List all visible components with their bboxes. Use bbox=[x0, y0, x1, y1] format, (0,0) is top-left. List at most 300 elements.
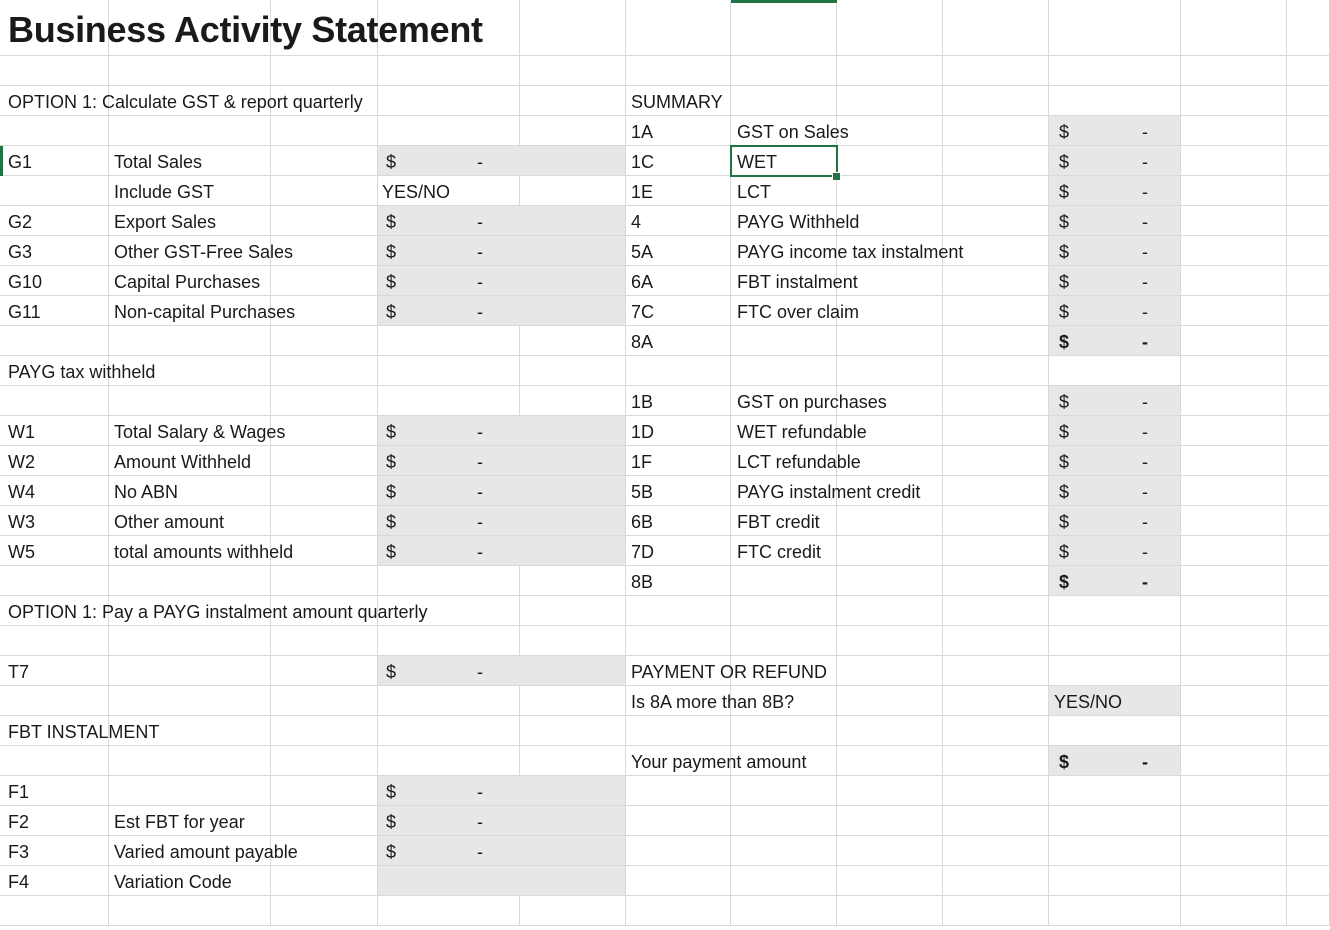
grid-cell[interactable] bbox=[109, 386, 271, 416]
value-cell[interactable] bbox=[378, 476, 626, 506]
grid-cell[interactable] bbox=[520, 566, 626, 596]
grid-cell[interactable] bbox=[378, 56, 520, 86]
grid-cell[interactable] bbox=[943, 416, 1049, 446]
grid-cell[interactable] bbox=[271, 896, 378, 926]
grid-cell[interactable] bbox=[378, 386, 520, 416]
value-cell[interactable] bbox=[378, 506, 626, 536]
grid-cell[interactable] bbox=[271, 566, 378, 596]
amount-value: - bbox=[477, 782, 483, 802]
grid-cell[interactable] bbox=[378, 716, 520, 746]
grid-cell[interactable] bbox=[837, 686, 943, 716]
grid-cell[interactable] bbox=[837, 596, 943, 626]
grid-cell[interactable] bbox=[1049, 86, 1181, 116]
section-header: FBT INSTALMENT bbox=[8, 722, 160, 742]
grid-cell[interactable] bbox=[943, 896, 1049, 926]
grid-cell[interactable] bbox=[271, 746, 378, 776]
grid-cell[interactable] bbox=[271, 326, 378, 356]
currency-symbol: $ bbox=[1059, 242, 1070, 262]
summary-code: 5A bbox=[631, 242, 654, 262]
grid-cell[interactable] bbox=[271, 866, 378, 896]
grid-cell[interactable] bbox=[1181, 476, 1287, 506]
amount-value: - bbox=[1142, 392, 1148, 412]
grid-cell[interactable] bbox=[520, 326, 626, 356]
grid-cell[interactable] bbox=[943, 566, 1049, 596]
grid-cell[interactable] bbox=[943, 86, 1049, 116]
grid-cell[interactable] bbox=[1181, 176, 1287, 206]
grid-cell[interactable] bbox=[837, 656, 943, 686]
grid-cell[interactable] bbox=[943, 506, 1049, 536]
grid-cell[interactable] bbox=[837, 626, 943, 656]
currency-symbol: $ bbox=[1059, 392, 1070, 412]
grid-cell[interactable] bbox=[837, 356, 943, 386]
grid-cell[interactable] bbox=[378, 86, 520, 116]
row-label: Total Sales bbox=[114, 152, 203, 172]
grid-cell[interactable] bbox=[731, 776, 837, 806]
grid-cell[interactable] bbox=[1287, 296, 1330, 326]
grid-cell[interactable] bbox=[1287, 566, 1330, 596]
grid-cell[interactable] bbox=[626, 866, 731, 896]
grid-cell[interactable] bbox=[1287, 626, 1330, 656]
grid-cell[interactable] bbox=[1181, 686, 1287, 716]
row-label: Total Salary & Wages bbox=[114, 422, 286, 442]
grid-cell[interactable] bbox=[1181, 776, 1287, 806]
grid-cell[interactable] bbox=[1181, 0, 1287, 56]
grid-cell[interactable] bbox=[943, 656, 1049, 686]
value-cell[interactable] bbox=[378, 416, 626, 446]
grid-cell[interactable] bbox=[943, 476, 1049, 506]
grid-cell[interactable] bbox=[378, 326, 520, 356]
amount-value: - bbox=[477, 842, 483, 862]
grid-cell[interactable] bbox=[109, 326, 271, 356]
grid-cell[interactable] bbox=[1181, 746, 1287, 776]
grid-cell[interactable] bbox=[0, 896, 109, 926]
summary-label: FBT credit bbox=[737, 512, 820, 532]
grid-cell[interactable] bbox=[271, 356, 378, 386]
grid-cell[interactable] bbox=[1049, 656, 1181, 686]
amount-value: - bbox=[1142, 242, 1148, 262]
value-cell[interactable] bbox=[378, 656, 626, 686]
grid-cell[interactable] bbox=[626, 596, 731, 626]
grid-cell[interactable] bbox=[837, 746, 943, 776]
grid-cell[interactable] bbox=[1287, 746, 1330, 776]
grid-cell[interactable] bbox=[109, 686, 271, 716]
currency-symbol: $ bbox=[386, 422, 397, 442]
value-cell[interactable] bbox=[378, 776, 626, 806]
grid-cell[interactable] bbox=[1287, 326, 1330, 356]
grid-cell[interactable] bbox=[271, 206, 378, 236]
grid-cell[interactable] bbox=[271, 716, 378, 746]
grid-cell[interactable] bbox=[943, 296, 1049, 326]
grid-cell[interactable] bbox=[1181, 86, 1287, 116]
grid-cell[interactable] bbox=[378, 116, 520, 146]
grid-cell[interactable] bbox=[731, 626, 837, 656]
grid-cell[interactable] bbox=[626, 356, 731, 386]
grid-cell[interactable] bbox=[1181, 806, 1287, 836]
grid-cell[interactable] bbox=[520, 626, 626, 656]
value-cell[interactable] bbox=[378, 236, 626, 266]
grid-cell[interactable] bbox=[1287, 536, 1330, 566]
value-cell[interactable] bbox=[378, 206, 626, 236]
grid-cell[interactable] bbox=[943, 326, 1049, 356]
grid-cell[interactable] bbox=[1287, 836, 1330, 866]
row-code: F4 bbox=[8, 872, 30, 892]
grid-cell[interactable] bbox=[1287, 386, 1330, 416]
amount-value: - bbox=[1142, 122, 1148, 142]
grid-cell[interactable] bbox=[1287, 716, 1330, 746]
grid-cell[interactable] bbox=[1287, 686, 1330, 716]
currency-symbol: $ bbox=[1059, 542, 1070, 562]
grid-cell[interactable] bbox=[271, 686, 378, 716]
grid-cell[interactable] bbox=[626, 776, 731, 806]
value-cell[interactable] bbox=[378, 146, 626, 176]
grid-cell[interactable] bbox=[837, 716, 943, 746]
grid-cell[interactable] bbox=[1049, 56, 1181, 86]
row-label: Amount Withheld bbox=[114, 452, 252, 472]
grid-cell[interactable] bbox=[271, 506, 378, 536]
grid-cell[interactable] bbox=[626, 836, 731, 866]
grid-cell[interactable] bbox=[943, 116, 1049, 146]
grid-cell[interactable] bbox=[109, 776, 271, 806]
grid-cell[interactable] bbox=[1181, 716, 1287, 746]
value-cell[interactable] bbox=[378, 806, 626, 836]
summary-label: WET refundable bbox=[737, 422, 867, 442]
grid-cell[interactable] bbox=[520, 716, 626, 746]
grid-cell[interactable] bbox=[271, 116, 378, 146]
grid-cell[interactable] bbox=[271, 806, 378, 836]
row-label: Export Sales bbox=[114, 212, 217, 232]
row-label: Est FBT for year bbox=[114, 812, 245, 832]
grid-cell[interactable] bbox=[943, 776, 1049, 806]
grid-cell[interactable] bbox=[1287, 266, 1330, 296]
grid-cell[interactable] bbox=[837, 146, 943, 176]
grid-cell[interactable] bbox=[520, 596, 626, 626]
grid-cell[interactable] bbox=[0, 626, 109, 656]
grid-cell[interactable] bbox=[837, 566, 943, 596]
grid-cell[interactable] bbox=[1181, 116, 1287, 146]
grid-cell[interactable] bbox=[109, 116, 271, 146]
grid-cell[interactable] bbox=[837, 326, 943, 356]
grid-cell[interactable] bbox=[271, 176, 378, 206]
summary-label: PAYG income tax instalment bbox=[737, 242, 964, 262]
summary-label: LCT bbox=[737, 182, 772, 202]
grid-cell[interactable] bbox=[1287, 206, 1330, 236]
summary-label: GST on purchases bbox=[737, 392, 887, 412]
grid-cell[interactable] bbox=[271, 446, 378, 476]
grid-cell[interactable] bbox=[271, 656, 378, 686]
grid-cell[interactable] bbox=[943, 806, 1049, 836]
grid-cell[interactable] bbox=[1287, 236, 1330, 266]
row-code: G1 bbox=[8, 152, 33, 172]
grid-cell[interactable] bbox=[1287, 806, 1330, 836]
grid-cell[interactable] bbox=[943, 536, 1049, 566]
grid-cell[interactable] bbox=[520, 0, 626, 56]
grid-cell[interactable] bbox=[0, 566, 109, 596]
grid-cell[interactable] bbox=[109, 56, 271, 86]
row-label: Other GST-Free Sales bbox=[114, 242, 294, 262]
grid-cell[interactable] bbox=[943, 446, 1049, 476]
currency-symbol: $ bbox=[1059, 182, 1070, 202]
selected-cell-outline[interactable] bbox=[730, 145, 838, 177]
row-label: Variation Code bbox=[114, 872, 232, 892]
grid-cell[interactable] bbox=[731, 836, 837, 866]
grid-cell[interactable] bbox=[731, 0, 837, 56]
currency-symbol: $ bbox=[1059, 332, 1070, 352]
grid-cell[interactable] bbox=[837, 836, 943, 866]
grid-cell[interactable] bbox=[520, 746, 626, 776]
grid-cell[interactable] bbox=[520, 356, 626, 386]
grid-cell[interactable] bbox=[837, 176, 943, 206]
grid-cell[interactable] bbox=[1287, 476, 1330, 506]
grid-cell[interactable] bbox=[271, 386, 378, 416]
grid-cell[interactable] bbox=[1287, 86, 1330, 116]
grid-cell[interactable] bbox=[837, 806, 943, 836]
grid-cell[interactable] bbox=[520, 386, 626, 416]
value-cell[interactable] bbox=[378, 446, 626, 476]
grid-cell[interactable] bbox=[837, 56, 943, 86]
grid-cell[interactable] bbox=[731, 866, 837, 896]
grid-cell[interactable] bbox=[626, 0, 731, 56]
summary-code: 6A bbox=[631, 272, 654, 292]
grid-cell[interactable] bbox=[378, 686, 520, 716]
grid-cell[interactable] bbox=[0, 386, 109, 416]
grid-cell[interactable] bbox=[1181, 236, 1287, 266]
row-label: Other amount bbox=[114, 512, 225, 532]
summary-code: 1F bbox=[631, 452, 653, 472]
row-code: F3 bbox=[8, 842, 30, 862]
value-cell[interactable] bbox=[378, 266, 626, 296]
grid-cell[interactable] bbox=[731, 86, 837, 116]
row-code: F2 bbox=[8, 812, 30, 832]
grid-cell[interactable] bbox=[626, 806, 731, 836]
currency-symbol: $ bbox=[386, 482, 397, 502]
grid-cell[interactable] bbox=[837, 536, 943, 566]
grid-cell[interactable] bbox=[626, 56, 731, 86]
grid-cell[interactable] bbox=[837, 896, 943, 926]
grid-cell[interactable] bbox=[520, 116, 626, 146]
grid-cell[interactable] bbox=[1049, 866, 1181, 896]
grid-cell[interactable] bbox=[1181, 266, 1287, 296]
grid-cell[interactable] bbox=[943, 596, 1049, 626]
grid-cell[interactable] bbox=[1049, 716, 1181, 746]
grid-cell[interactable] bbox=[378, 896, 520, 926]
grid-cell[interactable] bbox=[943, 356, 1049, 386]
grid-cell[interactable] bbox=[1287, 656, 1330, 686]
grid-cell[interactable] bbox=[943, 836, 1049, 866]
grid-cell[interactable] bbox=[271, 776, 378, 806]
summary-header: SUMMARY bbox=[631, 92, 723, 112]
grid-cell[interactable] bbox=[943, 266, 1049, 296]
grid-cell[interactable] bbox=[520, 896, 626, 926]
amount-value: - bbox=[1142, 272, 1148, 292]
grid-cell[interactable] bbox=[271, 476, 378, 506]
grid-cell[interactable] bbox=[1287, 896, 1330, 926]
grid-cell[interactable] bbox=[0, 746, 109, 776]
currency-symbol: $ bbox=[1059, 212, 1070, 232]
amount-value: - bbox=[1142, 482, 1148, 502]
grid-cell[interactable] bbox=[0, 116, 109, 146]
grid-cell[interactable] bbox=[731, 596, 837, 626]
grid-cell[interactable] bbox=[109, 656, 271, 686]
grid-cell[interactable] bbox=[520, 686, 626, 716]
currency-symbol: $ bbox=[1059, 752, 1070, 772]
currency-symbol: $ bbox=[1059, 122, 1070, 142]
currency-symbol: $ bbox=[386, 812, 397, 832]
grid-cell[interactable] bbox=[1181, 506, 1287, 536]
amount-value: - bbox=[477, 422, 483, 442]
grid-cell[interactable] bbox=[1181, 896, 1287, 926]
grid-cell[interactable] bbox=[1049, 836, 1181, 866]
grid-cell[interactable] bbox=[1287, 506, 1330, 536]
grid-cell[interactable] bbox=[520, 86, 626, 116]
grid-cell[interactable] bbox=[943, 206, 1049, 236]
grid-cell[interactable] bbox=[626, 206, 731, 236]
summary-code: 1D bbox=[631, 422, 655, 442]
grid-cell[interactable] bbox=[1287, 866, 1330, 896]
grid-cell[interactable] bbox=[1049, 596, 1181, 626]
grid-cell[interactable] bbox=[943, 0, 1049, 56]
grid-cell[interactable] bbox=[1181, 356, 1287, 386]
grid-cell[interactable] bbox=[731, 56, 837, 86]
section-header: OPTION 1: Calculate GST & report quarterly bbox=[8, 92, 363, 112]
grid-cell[interactable] bbox=[1049, 896, 1181, 926]
grid-cell[interactable] bbox=[837, 86, 943, 116]
summary-label: PAYG Withheld bbox=[737, 212, 860, 232]
grid-cell[interactable] bbox=[943, 626, 1049, 656]
summary-code: 5B bbox=[631, 482, 654, 502]
value-cell[interactable] bbox=[378, 296, 626, 326]
grid-cell[interactable] bbox=[1049, 806, 1181, 836]
grid-cell[interactable] bbox=[378, 566, 520, 596]
grid-cell[interactable] bbox=[943, 56, 1049, 86]
grid-cell[interactable] bbox=[837, 776, 943, 806]
grid-cell[interactable] bbox=[271, 416, 378, 446]
grid-cell[interactable] bbox=[731, 326, 837, 356]
grid-cell[interactable] bbox=[1287, 116, 1330, 146]
grid-cell[interactable] bbox=[626, 896, 731, 926]
row-code: W3 bbox=[8, 512, 35, 532]
grid-cell[interactable] bbox=[1287, 0, 1330, 56]
row-label: Varied amount payable bbox=[114, 842, 298, 862]
grid-cell[interactable] bbox=[1181, 146, 1287, 176]
summary-code: 8A bbox=[631, 332, 654, 352]
fill-handle[interactable] bbox=[832, 172, 841, 181]
amount-value: - bbox=[477, 812, 483, 832]
grid-cell[interactable] bbox=[1181, 326, 1287, 356]
row-code: G11 bbox=[8, 302, 41, 322]
summary-code: 7C bbox=[631, 302, 655, 322]
grid-cell[interactable] bbox=[378, 356, 520, 386]
grid-cell[interactable] bbox=[837, 866, 943, 896]
grid-cell[interactable] bbox=[1181, 596, 1287, 626]
grid-cell[interactable] bbox=[1287, 416, 1330, 446]
amount-value: - bbox=[1142, 152, 1148, 172]
summary-code: 7D bbox=[631, 542, 655, 562]
grid-cell[interactable] bbox=[109, 566, 271, 596]
grid-cell[interactable] bbox=[109, 626, 271, 656]
grid-cell[interactable] bbox=[1049, 0, 1181, 56]
grid-cell[interactable] bbox=[0, 686, 109, 716]
grid-cell[interactable] bbox=[1287, 356, 1330, 386]
grid-cell[interactable] bbox=[378, 626, 520, 656]
grid-cell[interactable] bbox=[109, 746, 271, 776]
grid-cell[interactable] bbox=[520, 56, 626, 86]
grid-cell[interactable] bbox=[1181, 296, 1287, 326]
grid-cell[interactable] bbox=[271, 146, 378, 176]
grid-cell[interactable] bbox=[626, 626, 731, 656]
grid-cell[interactable] bbox=[943, 176, 1049, 206]
grid-cell[interactable] bbox=[1287, 596, 1330, 626]
grid-cell[interactable] bbox=[731, 806, 837, 836]
grid-cell[interactable] bbox=[1287, 176, 1330, 206]
grid-cell[interactable] bbox=[271, 56, 378, 86]
grid-cell[interactable] bbox=[1049, 626, 1181, 656]
currency-symbol: $ bbox=[1059, 302, 1070, 322]
grid-cell[interactable] bbox=[1181, 836, 1287, 866]
grid-cell[interactable] bbox=[520, 176, 626, 206]
grid-cell[interactable] bbox=[1181, 416, 1287, 446]
amount-value: - bbox=[1142, 572, 1148, 592]
grid-cell[interactable] bbox=[837, 0, 943, 56]
grid-cell[interactable] bbox=[109, 896, 271, 926]
grid-cell[interactable] bbox=[943, 746, 1049, 776]
grid-cell[interactable] bbox=[1181, 626, 1287, 656]
summary-code: 1B bbox=[631, 392, 654, 412]
grid-cell[interactable] bbox=[837, 116, 943, 146]
currency-symbol: $ bbox=[1059, 422, 1070, 442]
grid-cell[interactable] bbox=[1287, 56, 1330, 86]
grid-cell[interactable] bbox=[731, 896, 837, 926]
grid-cell[interactable] bbox=[731, 716, 837, 746]
grid-cell[interactable] bbox=[943, 716, 1049, 746]
value-cell[interactable] bbox=[378, 536, 626, 566]
grid-cell[interactable] bbox=[1287, 776, 1330, 806]
summary-label: FTC over claim bbox=[737, 302, 860, 322]
grid-cell[interactable] bbox=[943, 146, 1049, 176]
grid-cell[interactable] bbox=[731, 356, 837, 386]
grid-cell[interactable] bbox=[378, 746, 520, 776]
currency-symbol: $ bbox=[386, 152, 397, 172]
grid-cell[interactable] bbox=[837, 506, 943, 536]
grid-cell[interactable] bbox=[1049, 356, 1181, 386]
grid-cell[interactable] bbox=[1287, 146, 1330, 176]
grid-cell[interactable] bbox=[626, 716, 731, 746]
grid-cell[interactable] bbox=[1181, 56, 1287, 86]
grid-cell[interactable] bbox=[271, 626, 378, 656]
currency-symbol: $ bbox=[386, 272, 397, 292]
grid-cell[interactable] bbox=[0, 176, 109, 206]
grid-cell[interactable] bbox=[1049, 776, 1181, 806]
value-cell[interactable] bbox=[378, 836, 626, 866]
grid-cell[interactable] bbox=[1181, 206, 1287, 236]
value-cell[interactable] bbox=[378, 866, 626, 896]
grid-cell[interactable] bbox=[1181, 536, 1287, 566]
grid-cell[interactable] bbox=[731, 566, 837, 596]
grid-cell[interactable] bbox=[271, 266, 378, 296]
grid-cell[interactable] bbox=[1181, 656, 1287, 686]
row-code: T7 bbox=[8, 662, 30, 682]
grid-cell[interactable] bbox=[1181, 386, 1287, 416]
grid-cell[interactable] bbox=[0, 326, 109, 356]
grid-cell[interactable] bbox=[943, 866, 1049, 896]
grid-cell[interactable] bbox=[1287, 446, 1330, 476]
grid-cell[interactable] bbox=[943, 686, 1049, 716]
grid-cell[interactable] bbox=[1181, 866, 1287, 896]
grid-cell[interactable] bbox=[943, 386, 1049, 416]
currency-symbol: $ bbox=[386, 512, 397, 532]
grid-cell[interactable] bbox=[0, 56, 109, 86]
grid-cell[interactable] bbox=[1181, 566, 1287, 596]
grid-cell[interactable] bbox=[1181, 446, 1287, 476]
